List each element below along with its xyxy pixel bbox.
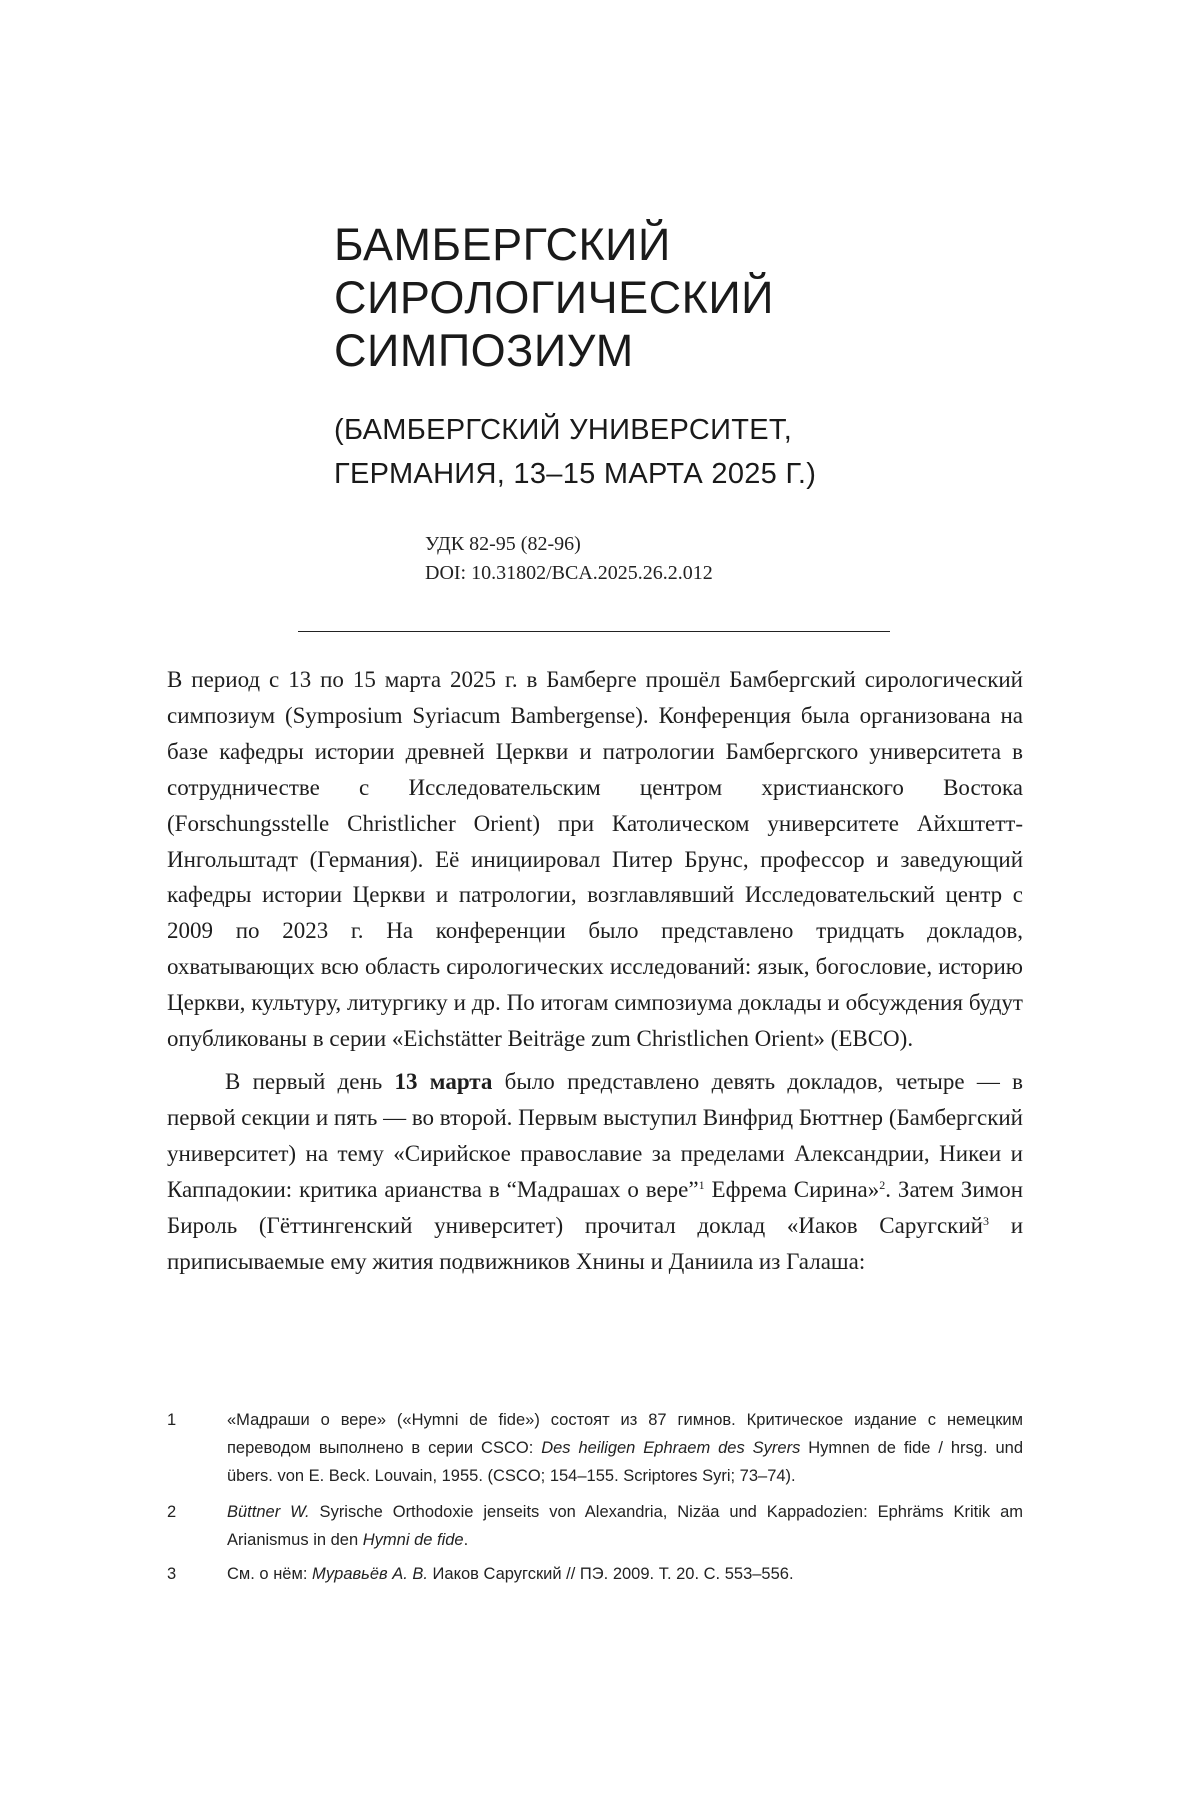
doi: DOI: 10.31802/BCA.2025.26.2.012 (425, 562, 713, 584)
divider (298, 631, 890, 632)
footnote-1 (167, 1406, 1023, 1490)
footnote-number: 3 (167, 1565, 177, 1583)
subtitle-line: ГЕРМАНИЯ, 13–15 МАРТА 2025 Г.) (334, 458, 817, 490)
footnote-number: 1 (167, 1411, 177, 1429)
footnote-2 (167, 1498, 1023, 1554)
footnote-ref-1[interactable]: 1 (698, 1177, 705, 1192)
footnote-text: «Мадраши о вере» («Hymni de fide») состоят из 87 гимнов. Критическое издание с немецким переводом выполнено в серии CSCO: Des heiligen Ephraem des Syrers Hymnen de fide / hrsg. und übers. von E. Beck. Louvain, 1955. (CSCO; 154–155. Scriptores Syri; 73–74). (227, 1411, 1023, 1485)
subtitle-line: (БАМБЕРГСКИЙ УНИВЕРСИТЕТ, (334, 414, 793, 446)
footnote-ref-3[interactable]: 3 (982, 1213, 989, 1228)
article-body (167, 662, 1023, 1279)
paragraph-2: В первый день 13 марта было представлено девять докладов, четыре — в первой секции и пять — во второй. Первым выступил Винфрид Бюттнер (Бамбергский университет) на тему «Сирийское православие за пределами Александрии, Никеи и Каппадокии: критика арианства в “Мадрашах о вере”$^1$ Ефрема Сирина»$^2$. Затем Зимон Бироль (Гёттингенский университет) прочитал доклад «Иаков Саругский$^3$ и приписываемые ему жития подвижников Хнины и Даниила из Галаша: (167, 1068, 1024, 1274)
article-title (334, 218, 1134, 377)
title-line: СИРОЛОГИЧЕСКИЙ (334, 272, 775, 323)
title-line: БАМБЕРГСКИЙ (334, 219, 671, 270)
footnote-text: См. о нём: Муравьёв А. В. Иаков Саругский // ПЭ. 2009. Т. 20. С. 553–556. (227, 1565, 794, 1583)
paragraph-1: В период с 13 по 15 марта 2025 г. в Бамберге прошёл Бамбергский сирологический симпозиум (Symposium Syriacum Bambergense). Конференция была организована на базе кафедры истории древней Церкви и патрологии Бамбергского университета в сотрудничестве с Исследовательским центром христианского Востока (Forschungsstelle Christlicher Orient) при Католическом университете Айхштетт-Ингольштадт (Германия). Её инициировал Питер Брунс, профессор и заведующий кафедры истории Церкви и патрологии, возглавлявший Исследовательский центр с 2009 по 2023 г. На конференции было представлено тридцать докладов, охватывающих всю область сирологических исследований: язык, богословие, историю Церкви, культуру, литургику и др. По итогам симпозиума доклады и обсуждения будут опубликованы в серии «Eichstätter Beiträge zum Christlichen Orient» (EBCO). (167, 667, 1023, 1052)
date-highlight: 13 марта (394, 1068, 493, 1094)
article-metadata (425, 530, 713, 588)
udk-code: УДК 82-95 (82-96) (425, 533, 581, 555)
footnote-number: 2 (167, 1503, 177, 1521)
footnote-text: Büttner W. Syrische Orthodoxie jenseits von Alexandria, Nizäa und Kappadozien: Ephräms Kritik am Arianismus in den Hymni de fide. (227, 1503, 1024, 1549)
footnote-3 (167, 1560, 1023, 1588)
title-line: СИМПОЗИУМ (334, 325, 634, 376)
article-subtitle (334, 408, 1134, 496)
footnote-ref-2[interactable]: 2 (879, 1177, 886, 1192)
